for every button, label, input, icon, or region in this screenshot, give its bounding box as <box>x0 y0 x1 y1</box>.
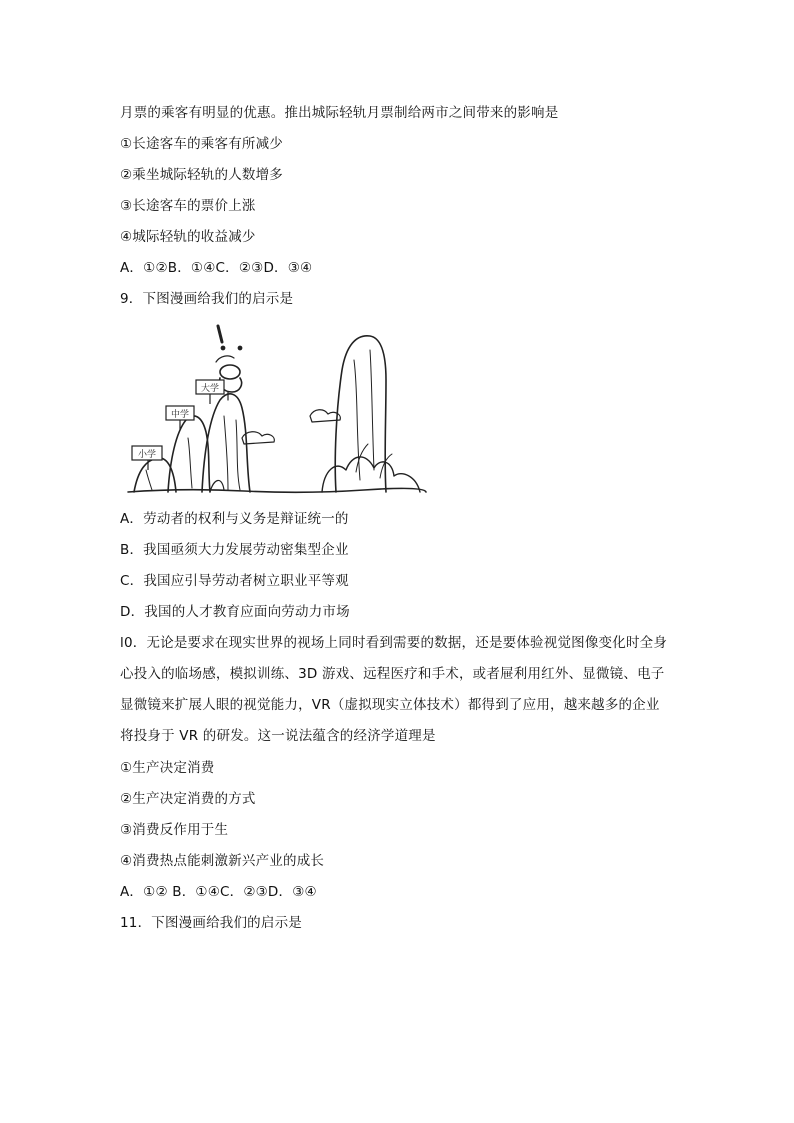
q10-stem-line-1: l0．无论是要求在现实世界的视场上同时看到需要的数据，还是要体验视觉图像变化时全身 <box>120 635 668 651</box>
sign-primary-label: 小学 <box>137 450 157 460</box>
sign-primary <box>132 446 162 470</box>
q10-stem-line-2: 心投入的临场感，模拟训练、3D 游戏、远程医疗和手术，或者屉利用红外、显微镜、电子 <box>120 666 665 682</box>
sign-middle <box>166 406 194 430</box>
rock-monolith <box>335 336 386 492</box>
q8-option-1: ①长途客车的乘客有所减少 <box>120 136 284 152</box>
sign-middle-label: 中学 <box>170 410 190 420</box>
q9-choice-b: B．我国亟须大力发展劳动密集型企业 <box>120 542 349 558</box>
q8-option-4: ④城际轻轨的收益减少 <box>120 229 256 245</box>
q10-choices: A．①② B．①④C．②③D．③④ <box>120 884 317 900</box>
sign-university-label: 大学 <box>200 384 220 394</box>
ground-line <box>128 488 426 492</box>
q9-choice-a: A．劳动者的权利与义务是辩证统一的 <box>120 511 349 527</box>
figure-head <box>220 365 240 379</box>
q8-option-2: ②乘坐城际轻轨的人数增多 <box>120 167 284 183</box>
cloud-right <box>310 410 340 422</box>
q9-cartoon-illustration <box>124 320 430 500</box>
q10-option-1: ①生产决定消费 <box>120 760 215 776</box>
bushes <box>322 457 420 492</box>
q10-option-3: ③消费反作用于生 <box>120 822 229 838</box>
q8-stem-tail: 月票的乘客有明显的优惠。推出城际轻轨月票制给两市之间带来的影响是 <box>120 105 559 121</box>
q9-stem: 9．下图漫画给我们的启示是 <box>120 291 294 307</box>
q9-choice-d: D．我国的人才教育应面向劳动力市场 <box>120 604 350 620</box>
q11-stem: 11．下图漫画给我们的启示是 <box>120 915 302 931</box>
q10-option-4: ④消费热点能刺激新兴产业的成长 <box>120 853 325 869</box>
q9-choice-c: C．我国应引导劳动者树立职业平等观 <box>120 573 349 589</box>
q10-stem-line-4: 将投身于 VR 的研发。这一说法蕴含的经济学道理是 <box>120 728 436 744</box>
q10-option-2: ②生产决定消费的方式 <box>120 791 256 807</box>
q10-stem-line-3: 显微镜来扩展人眼的视觉能力，VR（虚拟现实立体技术）都得到了应用，越来越多的企业 <box>120 697 660 713</box>
q8-choices: A．①②B．①④C．②③D．③④ <box>120 260 313 276</box>
q8-option-3: ③长途客车的票价上涨 <box>120 198 256 214</box>
